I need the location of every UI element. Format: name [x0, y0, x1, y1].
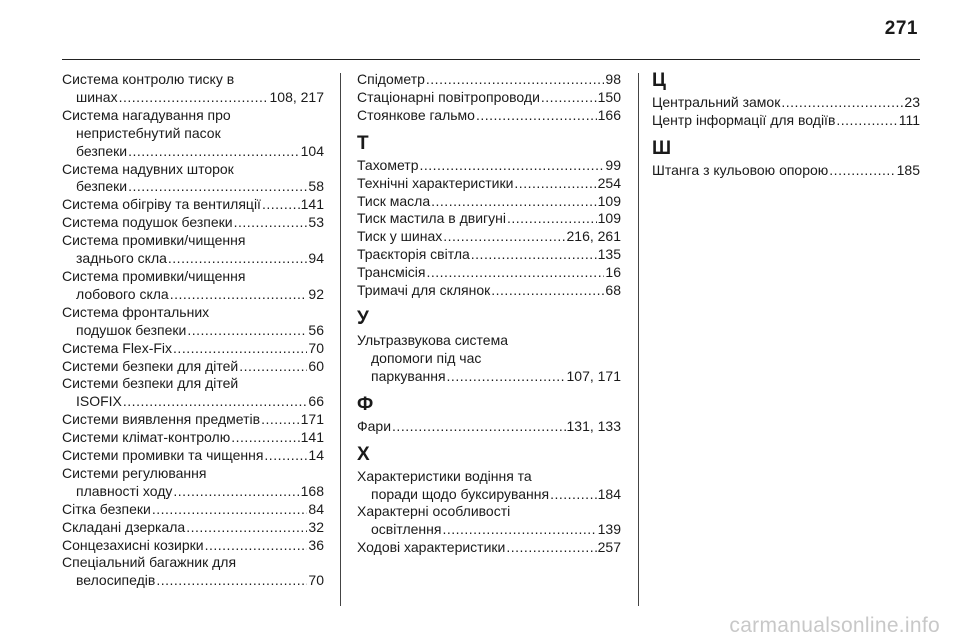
- dot-leader: [491, 282, 604, 300]
- index-entry: [357, 210, 621, 228]
- index-entry-text: подушок безпеки: [76, 321, 187, 338]
- dot-leader: [442, 521, 596, 539]
- index-entry: [62, 214, 324, 232]
- index-entry-line: [357, 486, 621, 504]
- index-entry-text: Системи безпеки для дітей: [62, 375, 239, 392]
- index-column-1: [62, 71, 324, 590]
- page-reference: 99: [605, 156, 621, 173]
- index-entry: [62, 268, 324, 304]
- dot-leader: [261, 411, 300, 429]
- dot-leader: [507, 210, 597, 228]
- index-entry-text: Система надувних шторок: [62, 160, 234, 177]
- index-entry: [62, 232, 324, 268]
- index-entry-text: допомоги під час: [371, 349, 482, 366]
- page-number: 271: [884, 18, 918, 39]
- index-entry: [62, 196, 324, 214]
- page-reference: 84: [308, 500, 324, 517]
- dot-leader: [476, 107, 597, 125]
- dot-leader: [447, 368, 566, 386]
- index-entry-line: [357, 418, 621, 436]
- dot-leader: [264, 447, 307, 465]
- page-reference: 56: [308, 321, 324, 338]
- index-entry-text: плавності ходу: [76, 482, 173, 499]
- index-entry-text: Система обігріву та вентиляції: [62, 196, 261, 213]
- index-entry: [357, 264, 621, 282]
- dot-leader: [128, 143, 300, 161]
- page-reference: 166: [597, 106, 621, 123]
- page-reference: 150: [597, 88, 621, 105]
- index-entry-line: [62, 322, 324, 340]
- page-reference: 216, 261: [566, 228, 621, 245]
- index-entry: [62, 465, 324, 501]
- index-letter-heading: У: [357, 307, 369, 329]
- index-entry: [357, 282, 621, 300]
- index-entry-text: Система фронтальних: [62, 303, 210, 320]
- index-entry-text: Траєкторія світла: [357, 246, 470, 263]
- column-divider: [638, 73, 639, 606]
- index-entry: [357, 89, 621, 107]
- page-reference: 141: [300, 429, 324, 446]
- page-reference: 104: [300, 142, 324, 159]
- index-entry-text: Система Flex-Fix: [62, 339, 173, 356]
- index-entry-text: Тиск у шинах: [357, 228, 443, 245]
- index-entry-line: [62, 196, 324, 214]
- index-entry-text: Стаціонарні повітропроводи: [357, 88, 540, 105]
- page-reference: 171: [300, 411, 324, 428]
- watermark: carmanualsonline.info: [729, 614, 940, 637]
- index-entry-text: Спідометр: [357, 71, 425, 87]
- page-reference: 184: [597, 485, 621, 502]
- index-entry-text: Складані дзеркала: [62, 518, 186, 535]
- page-reference: 135: [597, 246, 621, 263]
- index-entry: [357, 503, 621, 539]
- dot-leader: [152, 501, 308, 519]
- index-entry-text: Фари: [357, 417, 392, 434]
- index-entry-line: [62, 411, 324, 429]
- index-column-3: [652, 71, 920, 180]
- dot-leader: [829, 162, 895, 180]
- dot-leader: [392, 418, 565, 436]
- index-entry-line: [357, 71, 621, 89]
- page-reference: 70: [308, 572, 324, 589]
- index-entry-line: [62, 572, 324, 590]
- index-entry-line: [357, 264, 621, 282]
- index-entry: [652, 162, 920, 180]
- index-entry-text: поради щодо буксирування: [371, 485, 550, 502]
- page-reference: 257: [597, 539, 621, 556]
- index-entry-text: Системи клімат-контролю: [62, 429, 231, 446]
- index-entry-line: [62, 286, 324, 304]
- page-reference: 111: [898, 111, 920, 128]
- dot-leader: [205, 537, 308, 555]
- index-letter-heading: Х: [357, 443, 370, 465]
- index-entry-text: шинах: [76, 88, 118, 105]
- index-entry-text: Системи промивки та чищення: [62, 447, 264, 464]
- dot-leader: [514, 175, 596, 193]
- index-entry-line: [357, 246, 621, 264]
- index-entry-line: [62, 250, 324, 268]
- page-reference: 98: [605, 71, 621, 87]
- index-entry-text: безпеки: [76, 142, 128, 159]
- page-reference: 53: [308, 214, 324, 231]
- dot-leader: [156, 572, 307, 590]
- index-entry-line: [357, 282, 621, 300]
- dot-leader: [128, 178, 307, 196]
- index-entry: [62, 519, 324, 537]
- page-reference: 108, 217: [269, 88, 324, 105]
- index-entry: [357, 175, 621, 193]
- index-entry-line: [62, 358, 324, 376]
- index-entry-text: Трансмісія: [357, 264, 426, 281]
- dot-leader: [123, 393, 308, 411]
- index-entry: [62, 411, 324, 429]
- index-entry-text: Центр інформації для водіїв: [652, 111, 836, 128]
- index-entry-text: Характеристики водіння та: [357, 467, 532, 484]
- index-letter-heading: Ц: [652, 70, 666, 91]
- page-reference: 36: [308, 536, 324, 553]
- index-entry: [357, 71, 621, 89]
- index-entry-text: непристебнутий пасок: [76, 124, 221, 141]
- page-reference: 107, 171: [566, 367, 621, 384]
- page-reference: 32: [308, 518, 324, 535]
- page-reference: 16: [605, 264, 621, 281]
- header-rule: [62, 59, 920, 60]
- index-entry: [62, 71, 324, 107]
- index-entry: [357, 157, 621, 175]
- index-entry-text: паркування: [371, 367, 446, 384]
- index-entry: [62, 447, 324, 465]
- page-reference: 109: [597, 192, 621, 209]
- index-entry-line: [62, 178, 324, 196]
- page-reference: 139: [597, 521, 621, 538]
- index-entry-text: Системи безпеки для дітей: [62, 357, 239, 374]
- dot-leader: [781, 94, 903, 112]
- page-reference: 109: [597, 210, 621, 227]
- index-entry-text: Стоянкове гальмо: [357, 106, 475, 123]
- index-entry-line: [357, 210, 621, 228]
- index-entry-text: Системи регулювання: [62, 464, 207, 481]
- dot-leader: [431, 193, 597, 211]
- index-entry-line: [357, 368, 621, 386]
- dot-leader: [186, 519, 307, 537]
- index-entry-line: [357, 228, 621, 246]
- dot-leader: [471, 246, 597, 264]
- index-entry-text: Технічні характеристики: [357, 174, 514, 191]
- index-entry-text: Система промивки/чищення: [62, 232, 246, 249]
- dot-leader: [170, 286, 308, 304]
- page-reference: 58: [308, 178, 324, 195]
- index-entry-line: [62, 519, 324, 537]
- index-entry-line: [357, 193, 621, 211]
- index-entry: [652, 112, 920, 130]
- page-reference: 94: [308, 250, 324, 267]
- index-letter-heading: Ф: [357, 393, 374, 415]
- index-entry: [357, 107, 621, 125]
- index-entry-line: [62, 89, 324, 107]
- index-entry-text: Система нагадування про: [62, 106, 231, 123]
- page-reference: 168: [300, 482, 324, 499]
- index-entry-text: Штанга з кульовою опорою: [652, 161, 829, 178]
- page-reference: 92: [308, 285, 324, 302]
- index-entry-line: [62, 501, 324, 519]
- page-reference: 66: [308, 393, 324, 410]
- index-entry: [62, 429, 324, 447]
- dot-leader: [231, 429, 299, 447]
- index-entry: [652, 94, 920, 112]
- index-entry-text: Сонцезахисні козирки: [62, 536, 204, 553]
- index-entry-text: освітлення: [371, 521, 442, 538]
- index-column-2: [357, 71, 621, 557]
- page-reference: 70: [308, 339, 324, 356]
- dot-leader: [427, 264, 605, 282]
- dot-leader: [541, 89, 597, 107]
- index-entry-line: [357, 89, 621, 107]
- index-entry-text: Система контролю тиску в: [62, 71, 235, 87]
- dot-leader: [506, 539, 596, 557]
- index-entry-text: Тиск мастила в двигуні: [357, 210, 506, 227]
- page-reference: 68: [605, 282, 621, 299]
- index-entry-text: Сітка безпеки: [62, 500, 151, 517]
- index-entry-line: [62, 537, 324, 555]
- dot-leader: [173, 340, 307, 358]
- dot-leader: [168, 250, 308, 268]
- dot-leader: [119, 89, 269, 107]
- column-divider: [340, 73, 341, 606]
- index-entry: [62, 375, 324, 411]
- index-entry: [357, 539, 621, 557]
- dot-leader: [234, 214, 308, 232]
- index-entry: [62, 304, 324, 340]
- index-entry: [357, 246, 621, 264]
- dot-leader: [419, 157, 604, 175]
- index-entry-text: заднього скла: [76, 250, 167, 267]
- page-reference: 14: [308, 447, 324, 464]
- dot-leader: [173, 483, 299, 501]
- index-entry: [357, 193, 621, 211]
- dot-leader: [836, 112, 897, 130]
- index-entry-text: Системи виявлення предметів: [62, 411, 261, 428]
- page-reference: 60: [308, 357, 324, 374]
- index-entry-text: Ультразвукова система: [357, 331, 508, 348]
- index-letter-heading: Ш: [652, 137, 672, 159]
- page-reference: 141: [300, 196, 324, 213]
- dot-leader: [443, 228, 565, 246]
- index-entry: [357, 418, 621, 436]
- index-entry-text: безпеки: [76, 178, 128, 195]
- index-entry-text: Характерні особливості: [357, 503, 511, 520]
- dot-leader: [239, 358, 307, 376]
- index-entry-line: [357, 521, 621, 539]
- index-entry-line: [62, 393, 324, 411]
- index-entry-line: [62, 429, 324, 447]
- index-entry-line: [357, 107, 621, 125]
- index-entry-text: Центральний замок: [652, 94, 781, 110]
- index-entry-line: [62, 143, 324, 161]
- index-entry-text: Система подушок безпеки: [62, 214, 233, 231]
- dot-leader: [426, 71, 605, 89]
- index-letter-heading: Т: [357, 132, 369, 154]
- index-entry-text: Система промивки/чищення: [62, 267, 246, 284]
- index-entry-line: [357, 157, 621, 175]
- page-reference: 23: [904, 94, 920, 110]
- index-entry-text: Тиск масла: [357, 192, 431, 209]
- index-entry: [357, 468, 621, 504]
- page-reference: 131, 133: [566, 417, 621, 434]
- index-entry: [62, 501, 324, 519]
- index-entry-text: лобового скла: [76, 285, 169, 302]
- index-entry-line: [357, 539, 621, 557]
- index-entry-line: [652, 112, 920, 130]
- dot-leader: [187, 322, 307, 340]
- index-entry-line: [62, 483, 324, 501]
- index-entry-line: [62, 447, 324, 465]
- page-reference: 254: [597, 174, 621, 191]
- index-entry: [62, 340, 324, 358]
- index-entry: [62, 537, 324, 555]
- index-entry-line: [652, 162, 920, 180]
- index-entry: [62, 161, 324, 197]
- index-entry-line: [62, 340, 324, 358]
- index-entry: [357, 332, 621, 386]
- index-entry-line: [652, 94, 920, 112]
- index-entry: [62, 554, 324, 590]
- index-entry: [62, 107, 324, 161]
- index-entry-text: ISOFIX: [76, 393, 122, 410]
- dot-leader: [550, 486, 597, 504]
- index-entry-line: [62, 214, 324, 232]
- index-entry-text: Тримачі для склянок: [357, 282, 491, 299]
- index-entry-text: Ходові характеристики: [357, 539, 506, 556]
- index-entry: [357, 228, 621, 246]
- dot-leader: [262, 196, 300, 214]
- index-entry-text: велосипедів: [76, 572, 156, 589]
- index-entry-text: Спеціальний багажник для: [62, 554, 237, 571]
- index-entry-line: [357, 175, 621, 193]
- index-entry: [62, 358, 324, 376]
- index-entry-text: Тахометр: [357, 156, 419, 173]
- page-reference: 185: [896, 161, 920, 178]
